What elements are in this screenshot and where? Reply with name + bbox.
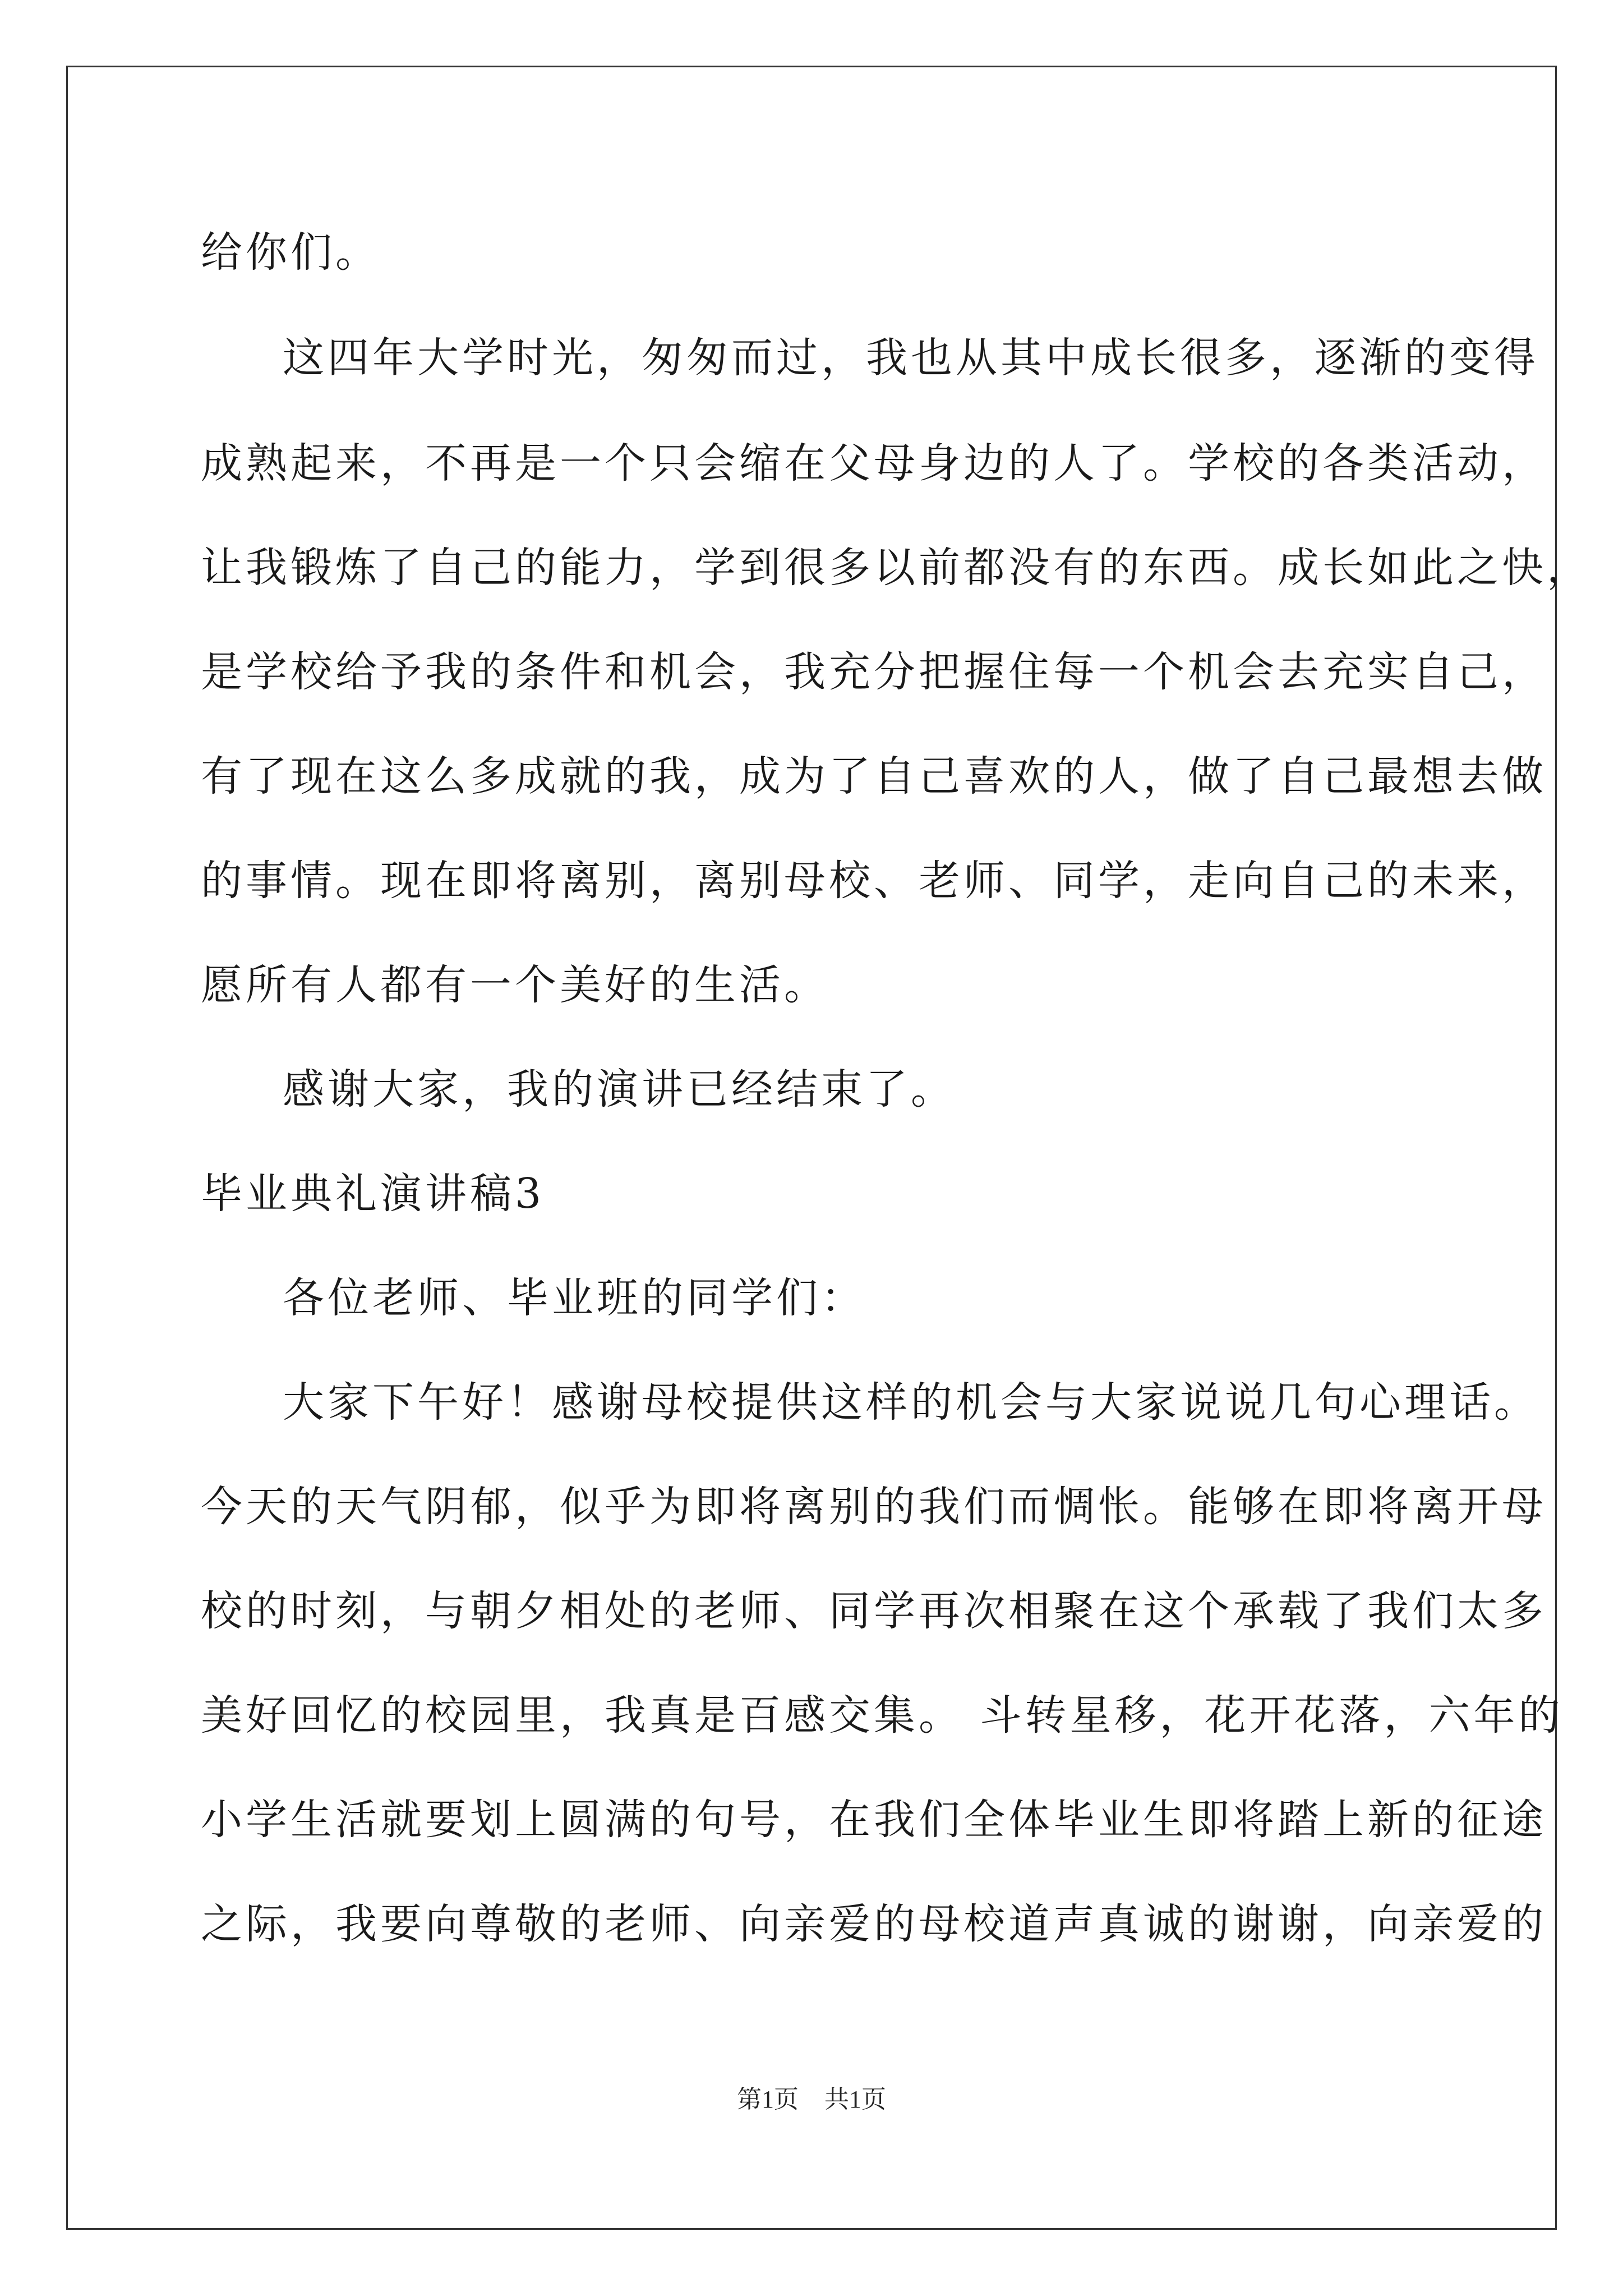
text-line: 有了现在这么多成就的我，成为了自己喜欢的人，做了自己最想去做 [201, 752, 1547, 800]
paragraph-line: 这四年大学时光，匆匆而过，我也从其中成长很多，逐渐的变得 [283, 334, 1539, 382]
paragraph-line: 感谢大家，我的演讲已经结束了。 [283, 1065, 956, 1114]
paragraph-line: 大家下午好！感谢母校提供这样的机会与大家说说几句心理话。 [283, 1378, 1539, 1427]
text-line: 给你们。 [201, 228, 380, 277]
page-footer [0, 2083, 1623, 2116]
text-line: 美好回忆的校园里，我真是百感交集。 斗转星移，花开花落，六年的 [201, 1691, 1564, 1740]
text-line: 让我锻炼了自己的能力，学到很多以前都没有的东西。成长如此之快， [201, 544, 1592, 592]
text-line: 校的时刻，与朝夕相处的老师、同学再次相聚在这个承载了我们太多 [201, 1587, 1547, 1635]
page-number: 第1页 [737, 2086, 799, 2113]
text-line: 的事情。现在即将离别，离别母校、老师、同学，走向自己的未来， [201, 857, 1547, 905]
text-line: 成熟起来，不再是一个只会缩在父母身边的人了。学校的各类活动， [201, 439, 1547, 487]
page-total: 共1页 [824, 2086, 886, 2113]
text-line: 小学生活就要划上圆满的句号，在我们全体毕业生即将踏上新的征途 [201, 1796, 1547, 1844]
salutation-line: 各位老师、毕业班的同学们： [283, 1274, 866, 1322]
text-line: 是学校给予我的条件和机会，我充分把握住每一个机会去充实自己， [201, 648, 1547, 696]
text-line: 之际，我要向尊敬的老师、向亲爱的母校道声真诚的谢谢，向亲爱的 [201, 1900, 1547, 1948]
text-line: 今天的天气阴郁，似乎为即将离别的我们而惆怅。能够在即将离开母 [201, 1483, 1547, 1531]
section-heading: 毕业典礼演讲稿3 [201, 1170, 545, 1218]
text-line: 愿所有人都有一个美好的生活。 [201, 961, 829, 1009]
